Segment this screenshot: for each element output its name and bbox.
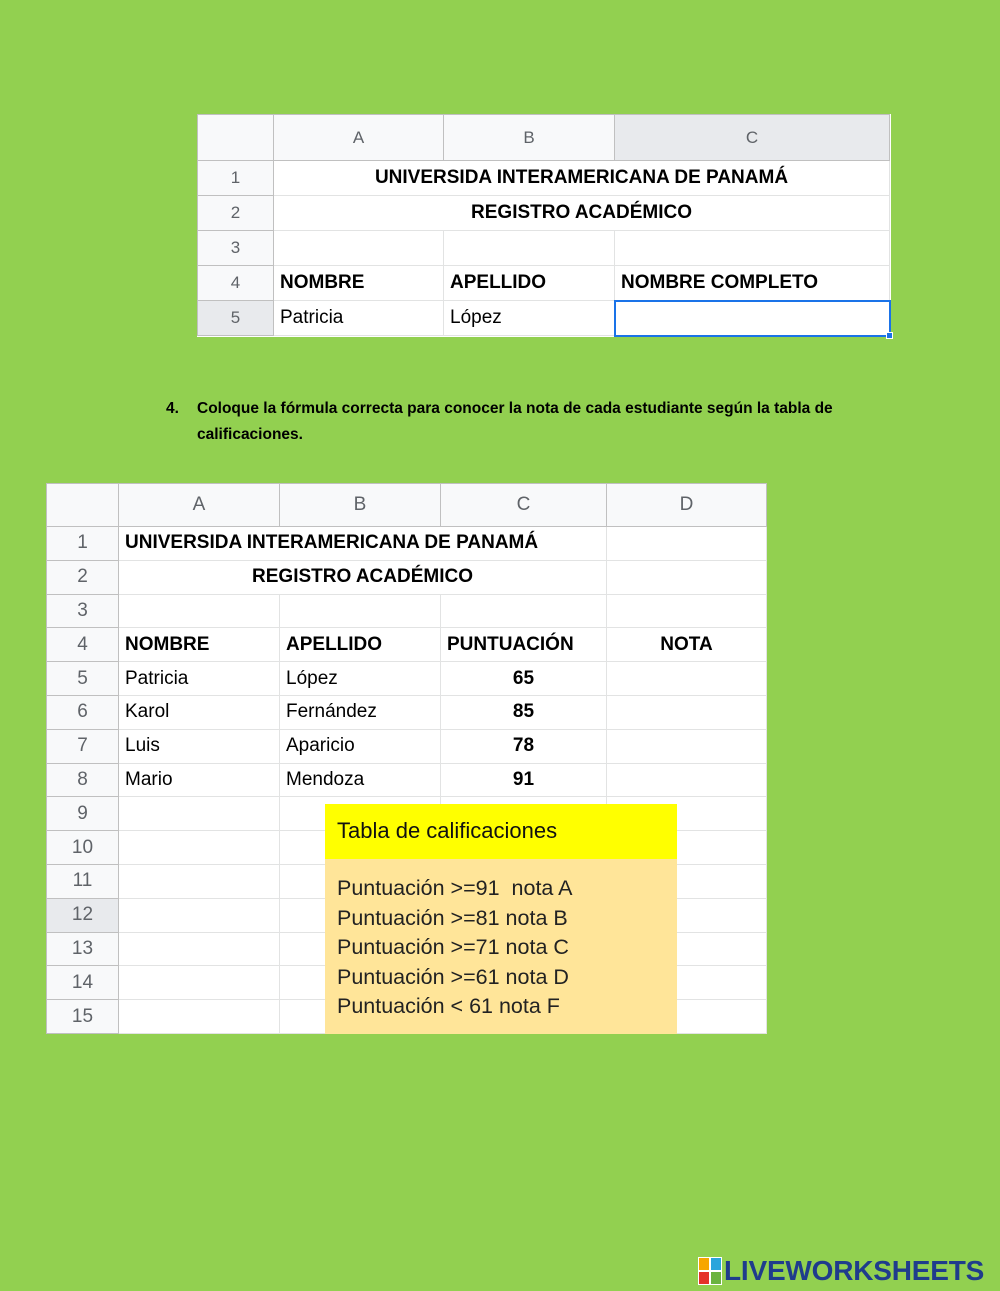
cell-nota[interactable] [607,695,767,729]
grading-rule: Puntuación >=71 nota C [337,935,569,959]
logo-text: LIVEWORKSHEETS [724,1255,985,1286]
empty-cell[interactable] [119,1000,280,1034]
question-text: Coloque la fórmula correcta para conocer la nota de cada estudiante según la tabla de calificaciones. [197,400,833,443]
grading-rule: Puntuación >=81 nota B [337,905,568,930]
logo-square [698,1271,710,1285]
sheet-subtitle-cell[interactable]: REGISTRO ACADÉMICO [119,560,607,594]
corner-cell[interactable] [198,115,274,161]
grading-rule: Puntuación >=91 nota A [337,876,573,900]
cell-apellido[interactable]: Fernández [280,695,441,729]
cell-a3[interactable] [119,594,280,628]
liveworksheets-logo [698,1255,984,1287]
cell-nombre[interactable]: Karol [119,695,280,729]
cell-nota[interactable] [607,662,767,696]
cell-nombre[interactable]: Luis [119,729,280,763]
grading-rules-list [325,859,677,1022]
grading-rule: Puntuación >=61 nota D [337,964,569,989]
row-header-13[interactable]: 13 [47,932,119,966]
header-cell-apellido[interactable]: APELLIDO [444,266,615,301]
row-header-2[interactable]: 2 [47,560,119,594]
table-row [47,763,767,797]
cell-puntuacion[interactable]: 85 [441,695,607,729]
header-cell-nota[interactable]: NOTA [607,628,767,662]
cell-a3[interactable] [274,231,444,266]
question-4 [166,396,866,448]
header-cell-puntuacion[interactable]: PUNTUACIÓN [441,628,607,662]
sheet-title-cell[interactable]: UNIVERSIDA INTERAMERICANA DE PANAMÁ [274,161,890,196]
logo-square [710,1257,722,1271]
empty-cell[interactable] [119,932,280,966]
column-header-c[interactable]: C [441,484,607,527]
row-header-6[interactable]: 6 [47,695,119,729]
row-header-5[interactable]: 5 [47,662,119,696]
row-header-1[interactable]: 1 [198,161,274,196]
column-header-a[interactable]: A [119,484,280,527]
column-header-d[interactable]: D [607,484,767,527]
grading-table-box [325,804,677,1034]
cell-nombre[interactable]: Mario [119,763,280,797]
corner-cell[interactable] [47,484,119,527]
cell-apellido[interactable]: Mendoza [280,763,441,797]
row-header-14[interactable]: 14 [47,966,119,1000]
cell-nombre[interactable]: Patricia [119,662,280,696]
cell-apellido[interactable]: López [280,662,441,696]
fill-handle[interactable] [886,332,893,339]
header-cell-apellido[interactable]: APELLIDO [280,628,441,662]
cell-nota[interactable] [607,763,767,797]
spreadsheet-nombre-completo [197,114,891,337]
table-row [47,695,767,729]
logo-square [698,1257,710,1271]
cell-nota[interactable] [607,729,767,763]
table-row [47,662,767,696]
cell-b3[interactable] [444,231,615,266]
header-cell-nombre[interactable]: NOMBRE [119,628,280,662]
header-cell-nombre[interactable]: NOMBRE [274,266,444,301]
cell-c3[interactable] [615,231,890,266]
header-cell-nombre-completo[interactable]: NOMBRE COMPLETO [615,266,890,301]
liveworksheets-logo-icon [698,1257,722,1285]
cell-apellido[interactable]: Aparicio [280,729,441,763]
row-header-5[interactable]: 5 [198,301,274,336]
cell-puntuacion[interactable]: 65 [441,662,607,696]
empty-cell[interactable] [119,898,280,932]
cell-a5[interactable]: Patricia [274,301,444,336]
empty-cell[interactable] [119,831,280,865]
row-header-9[interactable]: 9 [47,797,119,831]
column-header-a[interactable]: A [274,115,444,161]
grading-rule: Puntuación < 61 nota F [337,994,560,1018]
row-header-4[interactable]: 4 [47,628,119,662]
cell-d3[interactable] [607,594,767,628]
row-header-12[interactable]: 12 [47,898,119,932]
column-header-b[interactable]: B [280,484,441,527]
row-header-11[interactable]: 11 [47,864,119,898]
cell-d2[interactable] [607,560,767,594]
column-header-b[interactable]: B [444,115,615,161]
cell-b5[interactable]: López [444,301,615,336]
row-header-8[interactable]: 8 [47,763,119,797]
column-header-c[interactable]: C [615,115,890,161]
cell-d1[interactable] [607,527,767,561]
empty-cell[interactable] [119,797,280,831]
logo-square [710,1271,722,1285]
row-header-15[interactable]: 15 [47,1000,119,1034]
cell-c3[interactable] [441,594,607,628]
grading-table-title: Tabla de calificaciones [325,804,677,859]
row-header-4[interactable]: 4 [198,266,274,301]
row-header-3[interactable]: 3 [198,231,274,266]
cell-puntuacion[interactable]: 78 [441,729,607,763]
row-header-7[interactable]: 7 [47,729,119,763]
sheet-subtitle-cell[interactable]: REGISTRO ACADÉMICO [274,196,890,231]
table-row [47,729,767,763]
cell-puntuacion[interactable]: 91 [441,763,607,797]
row-header-10[interactable]: 10 [47,831,119,865]
empty-cell[interactable] [119,864,280,898]
empty-cell[interactable] [119,966,280,1000]
row-header-2[interactable]: 2 [198,196,274,231]
cell-b3[interactable] [280,594,441,628]
selected-cell-c5[interactable] [615,301,890,336]
sheet-title-cell[interactable]: UNIVERSIDA INTERAMERICANA DE PANAMÁ [119,527,607,561]
question-number: 4. [166,400,179,417]
row-header-1[interactable]: 1 [47,527,119,561]
row-header-3[interactable]: 3 [47,594,119,628]
